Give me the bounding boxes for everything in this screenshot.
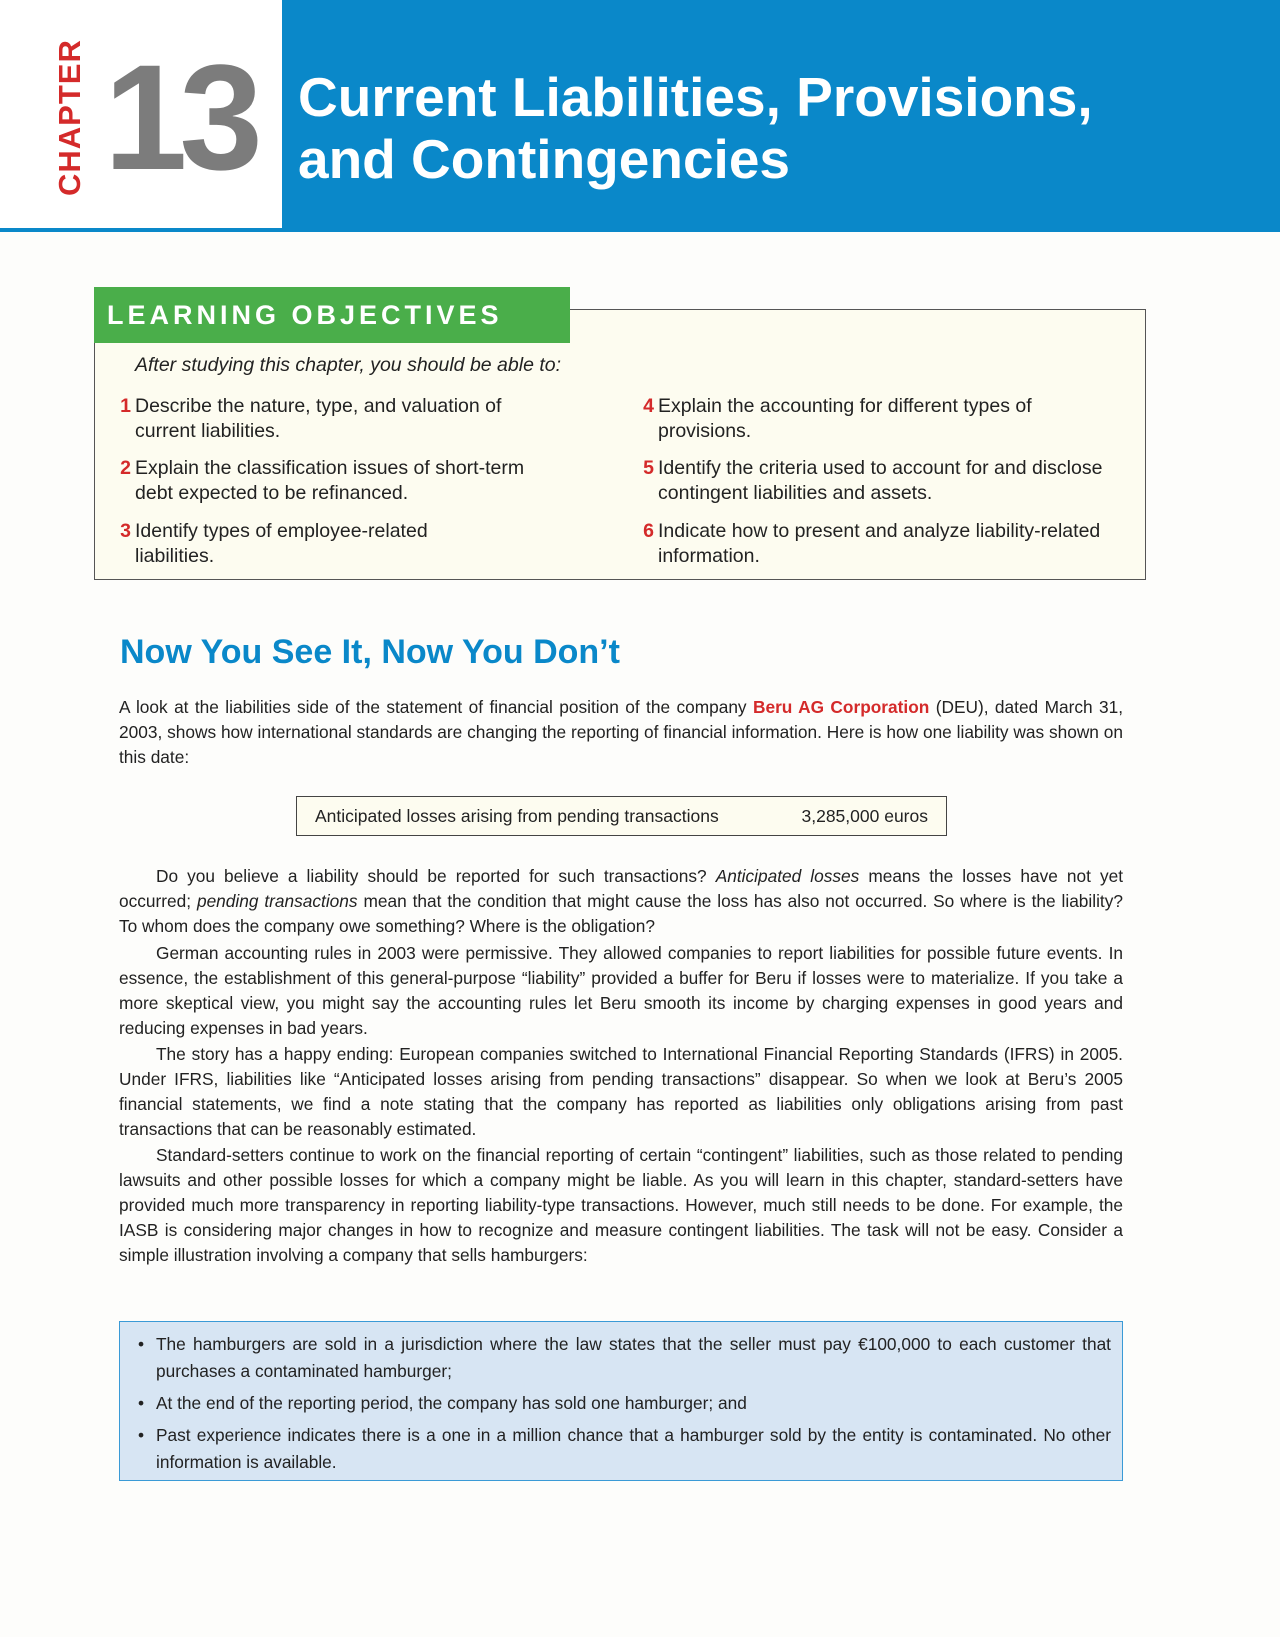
section-heading: Now You See It, Now You Don’t (120, 633, 620, 671)
intro-text-end: (DEU), dated March 31, 2003, shows how international standards are changing the reporting of financial information. Here is how one liability was shown on this date: (119, 697, 1124, 767)
objective-text-line-2: current liabilities. (135, 420, 281, 442)
objective-text-line-2: contingent liabilities and assets. (658, 482, 933, 504)
bullet-item (138, 1390, 1111, 1417)
bullet-text: The hamburgers are sold in a jurisdiction where the law states that the seller must pay €100,000 to each customer that purchases a contaminated hamburger; (156, 1334, 1111, 1381)
liability-example-box (296, 796, 947, 836)
bullet-dot: • (138, 1393, 145, 1413)
objective-text-line-1: Explain the accounting for different types of (658, 395, 1032, 417)
objective-number: 6 (643, 520, 654, 542)
objective-text-line-1: Explain the classification issues of short-term (135, 457, 525, 479)
objective-text-line-1: Indicate how to present and analyze liability-related (658, 520, 1101, 542)
objective-number: 1 (120, 395, 131, 417)
objective-number: 5 (643, 457, 654, 479)
objective-text-line-1: Identify types of employee-related (135, 520, 428, 542)
p1-text-a: Do you believe a liability should be reported for such transactions? (156, 866, 716, 886)
objective-item (120, 456, 605, 506)
objective-text-line-2: provisions. (658, 420, 752, 442)
objective-item (643, 519, 1128, 569)
p1-emphasis-2: pending transactions (196, 891, 358, 911)
objective-item (120, 519, 605, 569)
bullet-text: At the end of the reporting period, the company has sold one hamburger; and (156, 1393, 747, 1413)
objective-text-line-2: liabilities. (135, 545, 215, 567)
bullet-item (138, 1422, 1111, 1476)
bullet-text: Past experience indicates there is a one in a million chance that a hamburger sold by the entity is contaminated. No other information is available. (156, 1425, 1111, 1472)
objective-item (643, 394, 1128, 444)
learning-objectives-intro: After studying this chapter, you should be able to: (135, 354, 562, 376)
body-paragraph-3: The story has a happy ending: European companies switched to International Financial Reporting Standards (IFRS) in 2005. Under IFRS, liabilities like “Anticipated losses arising from pending transactions” disappear. So when we look at Beru’s 2005 financial statements, we find a note stating that the company has reported as liabilities only obligations arising from past transactions that can be reasonably estimated. (119, 1044, 1123, 1139)
liability-amount: 3,285,000 euros (801, 806, 928, 826)
body-paragraph-1 (119, 864, 1123, 939)
intro-paragraph (119, 695, 1123, 770)
objective-text-line-1: Identify the criteria used to account for and disclose (658, 457, 1103, 479)
objective-text-line-1: Describe the nature, type, and valuation of (135, 395, 502, 417)
learning-objectives-heading: LEARNING OBJECTIVES (94, 287, 570, 343)
chapter-title-line-2: and Contingencies (298, 128, 790, 190)
body-paragraph-4: Standard-setters continue to work on the financial reporting of certain “contingent” liabilities, such as those related to pending lawsuits and other possible losses for which a company might be liable. As you will learn in this chapter, standard-setters have provided much more transparency in reporting liability-type transactions. However, much still needs to be done. For example, the IASB is considering major changes in how to recognize and measure contingent liabilities. The task will not be easy. Consider a simple illustration involving a company that sells hamburgers: (119, 1145, 1123, 1265)
objective-number: 4 (643, 395, 654, 417)
liability-label: Anticipated losses arising from pending transactions (315, 806, 719, 826)
bullet-dot: • (138, 1334, 145, 1354)
p1-text-b: means the losses have not yet occurred; (119, 866, 1123, 911)
chapter-title-line-1: Current Liabilities, Provisions, (298, 66, 1093, 128)
objective-item (120, 394, 605, 444)
bullet-item (138, 1331, 1111, 1385)
objective-text-line-2: information. (658, 545, 760, 567)
objective-item (643, 456, 1128, 506)
objective-text-line-2: debt expected to be refinanced. (135, 482, 409, 504)
chapter-title (298, 66, 1258, 190)
bullet-dot: • (138, 1425, 145, 1445)
chapter-word: CHAPTER (52, 39, 87, 196)
body-paragraph-2: German accounting rules in 2003 were permissive. They allowed companies to report liabilities for possible future events. In essence, the establishment of this general-purpose “liability” provided a buffer for Beru if losses were to materialize. If you take a more skeptical view, you might say the accounting rules let Beru smooth its income by charging expenses in good years and reducing expenses in bad years. (119, 943, 1123, 1038)
p1-text-c: mean that the condition that might cause the loss has also not occurred. So where is the liability? To whom does the company owe something? Where is the obligation? (119, 891, 1123, 936)
objective-number: 2 (120, 457, 131, 479)
chapter-label-box (0, 0, 282, 228)
chapter-number: 13 (104, 33, 255, 201)
intro-text-start: A look at the liabilities side of the statement of financial position of the company (119, 697, 753, 717)
header-rule (0, 229, 1280, 232)
objective-number: 3 (120, 520, 131, 542)
p1-emphasis-1: Anticipated losses (715, 866, 860, 886)
company-name: Beru AG Corporation (752, 697, 930, 717)
